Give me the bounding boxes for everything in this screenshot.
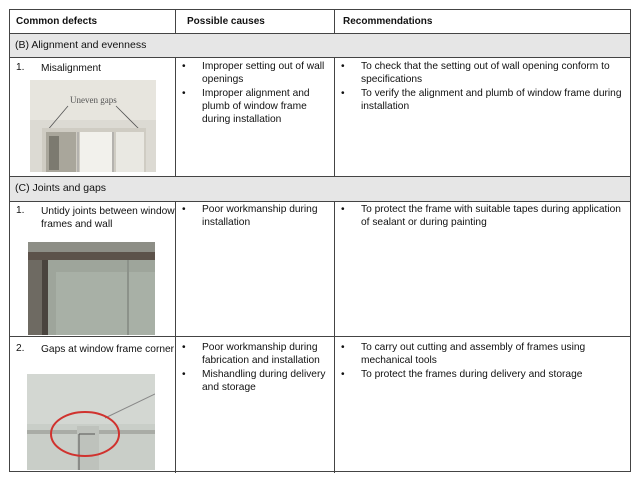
section-b-title: (B) Alignment and evenness bbox=[15, 39, 147, 51]
divider bbox=[10, 201, 630, 202]
cause-item: • Poor workmanship during fabrication and installation bbox=[182, 342, 320, 366]
divider bbox=[10, 57, 630, 58]
photo-caption: Uneven gaps bbox=[70, 95, 117, 105]
divider bbox=[175, 201, 176, 473]
divider bbox=[334, 10, 335, 34]
row-number: 2. bbox=[16, 343, 25, 354]
divider bbox=[334, 57, 335, 177]
cause-item: • Mishandling during delivery and storage bbox=[182, 369, 326, 393]
recommendations-list bbox=[339, 60, 625, 114]
defect-label: Misalignment bbox=[41, 63, 102, 74]
divider bbox=[175, 10, 176, 34]
misalignment-photo bbox=[30, 80, 156, 172]
header-possible-causes: Possible causes bbox=[187, 16, 265, 27]
recommendation-item: • To check that the setting out of wall opening conform to specifications bbox=[341, 61, 610, 85]
defect-label: Gaps at window frame corner bbox=[41, 344, 175, 355]
recommendations-list bbox=[339, 203, 625, 230]
causes-list bbox=[180, 203, 335, 230]
divider bbox=[175, 57, 176, 177]
section-c-title: (C) Joints and gaps bbox=[15, 182, 107, 194]
cause-item: • Poor workmanship during installation bbox=[182, 204, 318, 228]
section-c-row bbox=[10, 177, 630, 201]
defects-table bbox=[9, 9, 631, 472]
header-recommendations: Recommendations bbox=[343, 16, 433, 27]
section-b-row bbox=[10, 34, 630, 57]
corner-gap-photo bbox=[27, 374, 155, 470]
divider bbox=[10, 336, 630, 337]
causes-list bbox=[180, 60, 335, 127]
cause-item: • Improper setting out of wall openings bbox=[182, 61, 325, 85]
header-common-defects: Common defects bbox=[16, 16, 98, 27]
recommendation-item: • To protect the frames during delivery and storage bbox=[341, 369, 583, 380]
recommendations-list bbox=[339, 341, 625, 382]
recommendation-item: • To verify the alignment and plumb of window frame during installation bbox=[341, 88, 622, 112]
row-number: 1. bbox=[16, 62, 25, 73]
untidy-joints-photo bbox=[28, 242, 155, 335]
recommendation-item: • To protect the frame with suitable tapes during application of sealant or during painting bbox=[341, 204, 621, 228]
recommendation-item: • To carry out cutting and assembly of frames using mechanical tools bbox=[341, 342, 586, 366]
row-number: 1. bbox=[16, 205, 25, 216]
causes-list bbox=[180, 341, 335, 395]
divider bbox=[334, 201, 335, 473]
cause-item: • Improper alignment and plumb of window frame during installation bbox=[182, 88, 310, 125]
defect-label: Untidy joints between window frames and wall bbox=[41, 206, 175, 230]
